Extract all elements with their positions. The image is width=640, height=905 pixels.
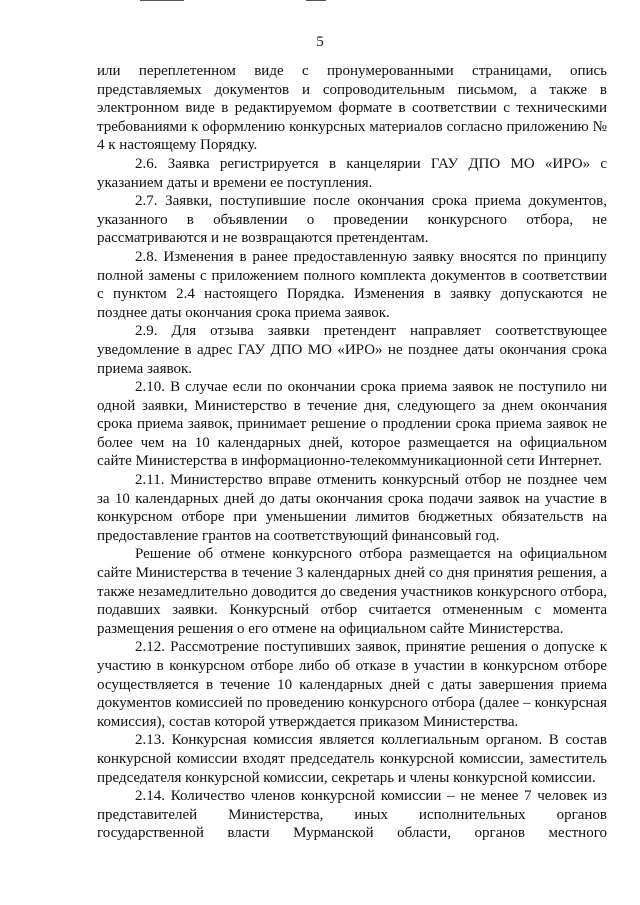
- paragraph-2-9: 2.9. Для отзыва заявки претендент направляет соответствующее уведомление в адрес ГАУ ДПО МО «ИРО» не позднее даты окончания срока приема заявок.: [97, 323, 607, 377]
- paragraph-2-6: 2.6. Заявка регистрируется в канцелярии ГАУ ДПО МО «ИРО» с указанием даты и времени ее поступления.: [97, 155, 607, 191]
- paragraph-2-12: 2.12. Рассмотрение поступивших заявок, принятие решения о допуске к участию в конкурсном отборе либо об отказе в участии в конкурсном отборе осуществляется в течение 10 календарных дней с даты завершения приема документов комиссией по проведению конкурсного отбора (далее – конкурсная комиссия), состав которой утверждается приказом Министерства.: [97, 639, 607, 730]
- page-number: 5: [316, 34, 324, 50]
- paragraph-2-13: 2.13. Конкурсная комиссия является коллегиальным органом. В состав конкурсной комиссии входят председатель конкурсной комиссии, заместитель председателя конкурсной комиссии, секретарь и члены конкурсной комиссии.: [97, 732, 607, 786]
- paragraph-2-7: 2.7. Заявки, поступившие после окончания срока приема документов, указанного в объявлении о проведении конкурсного отбора, не рассматриваются и не возвращаются претендентам.: [97, 193, 607, 247]
- paragraph-2-10: 2.10. В случае если по окончании срока приема заявок не поступило ни одной заявки, Министерство в течение дня, следующего за днем окончания срока приема заявок, принимает решение о продлении срока приема заявок не более чем на 10 календарных дней, которое размещается на официальном сайте Министерства в информационно-телекоммуникационной сети Интернет.: [97, 379, 607, 470]
- scan-edge-mark: [306, 0, 326, 1]
- paragraph-cancellation-decision: Решение об отмене конкурсного отбора размещается на официальном сайте Министерства в течение 3 календарных дней со дня принятия решения, а также незамедлительно доводится до сведения участников конкурсного отбора, подавших заявки. Конкурсный отбор считается отмененным с момента размещения решения о его отмене на официальном сайте Министерства.: [97, 546, 607, 637]
- paragraph-continuation: или переплетенном виде с пронумерованными страницами, опись представляемых документов и сопроводительным письмом, а также в электронном виде в редактируемом формате в соответствии с техническими требованиями к оформлению конкурсных материалов согласно приложению № 4 к настоящему Порядку.: [97, 63, 607, 154]
- paragraph-2-14: 2.14. Количество членов конкурсной комиссии – не менее 7 человек из представителей Министерства, иных исполнительных органов государственной власти Мурманской области, органов местного: [97, 788, 607, 842]
- paragraph-2-8: 2.8. Изменения в ранее предоставленную заявку вносятся по принципу полной замены с приложением полного комплекта документов в соответствии с пунктом 2.4 настоящего Порядка. Изменения в заявку допускаются не позднее даты окончания срока приема заявок.: [97, 248, 607, 321]
- scan-edge-mark: [140, 0, 184, 1]
- document-body: [97, 62, 607, 843]
- paragraph-2-11: 2.11. Министерство вправе отменить конкурсный отбор не позднее чем за 10 календарных дней до даты окончания срока подачи заявок на участие в конкурсном отборе при уменьшении лимитов бюджетных обязательств на предоставление грантов на соответствующий финансовый год.: [97, 472, 607, 544]
